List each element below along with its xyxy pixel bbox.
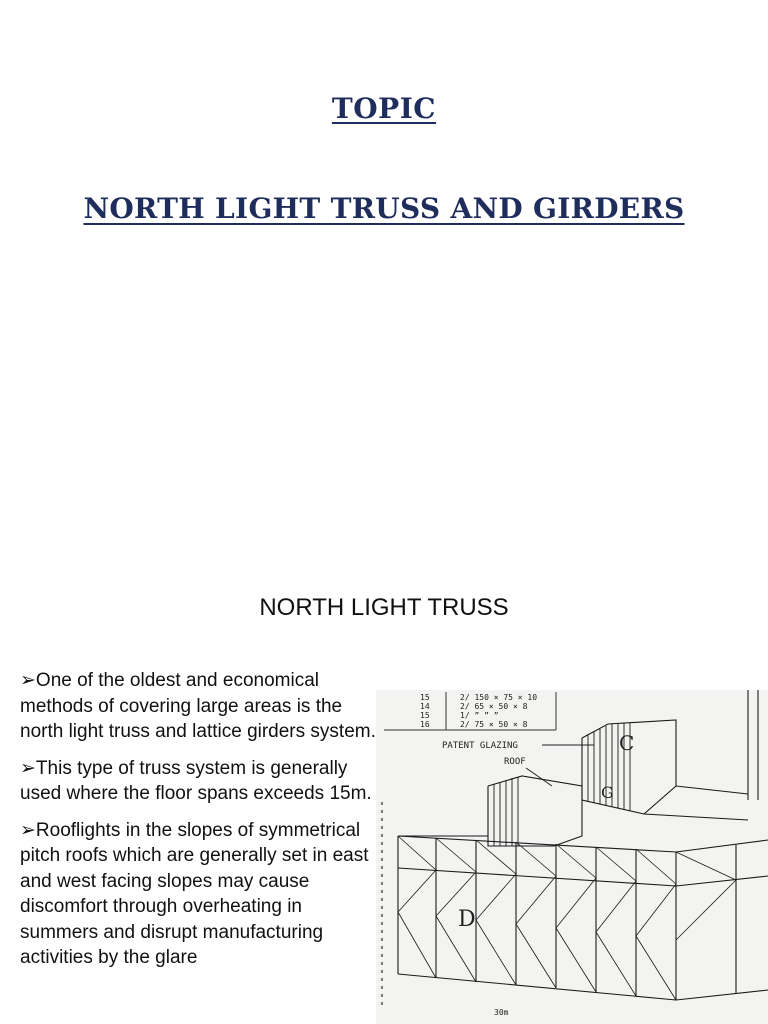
bay-letter-g: G (601, 783, 614, 802)
bullet-text: This type of truss system is generally used where the floor spans exceeds 15m. (20, 757, 372, 804)
bullet-text: Rooflights in the slopes of symmetrical pitch roofs which are generally set in east and west facing slopes may cause discomfort through overheating in summers and disrupt manufacturing activities by the glare (20, 819, 369, 968)
member-id: 14 (420, 702, 430, 711)
arrow-bullet-icon: ➢ (20, 670, 36, 691)
span-label: 30m (494, 1008, 509, 1017)
member-size: 2/ 65 × 50 × 8 (460, 702, 528, 711)
topic-label: TOPIC (331, 92, 437, 125)
bullet-item (20, 668, 380, 745)
bullet-list (20, 668, 380, 982)
arrow-bullet-icon: ➢ (20, 757, 36, 779)
member-size: 2/ 75 × 50 × 8 (460, 720, 528, 729)
bullet-text: One of the oldest and economical methods of covering large areas is the north light truss and lattice girders system. (20, 670, 376, 742)
member-id: 15 (420, 711, 430, 720)
roof-label: ROOF (504, 757, 526, 767)
member-id: 16 (420, 720, 430, 729)
bay-letter-c: C (619, 731, 635, 755)
arrow-bullet-icon: ➢ (20, 819, 36, 841)
scan-background (376, 690, 768, 1024)
member-size: 1/ ” ” ” (460, 711, 499, 720)
bullet-item (20, 756, 380, 807)
bay-letter-d: D (458, 907, 476, 932)
section-heading: NORTH LIGHT TRUSS (259, 594, 509, 621)
presentation-title: NORTH LIGHT TRUSS AND GIRDERS (83, 192, 685, 225)
bullet-item (20, 818, 380, 971)
content-slide (0, 560, 768, 1024)
member-id: 15 (420, 693, 430, 702)
patent-glazing-label: PATENT GLAZING (442, 741, 518, 751)
member-size: 2/ 150 × 75 × 10 (460, 693, 538, 702)
truss-diagram (376, 690, 768, 1024)
